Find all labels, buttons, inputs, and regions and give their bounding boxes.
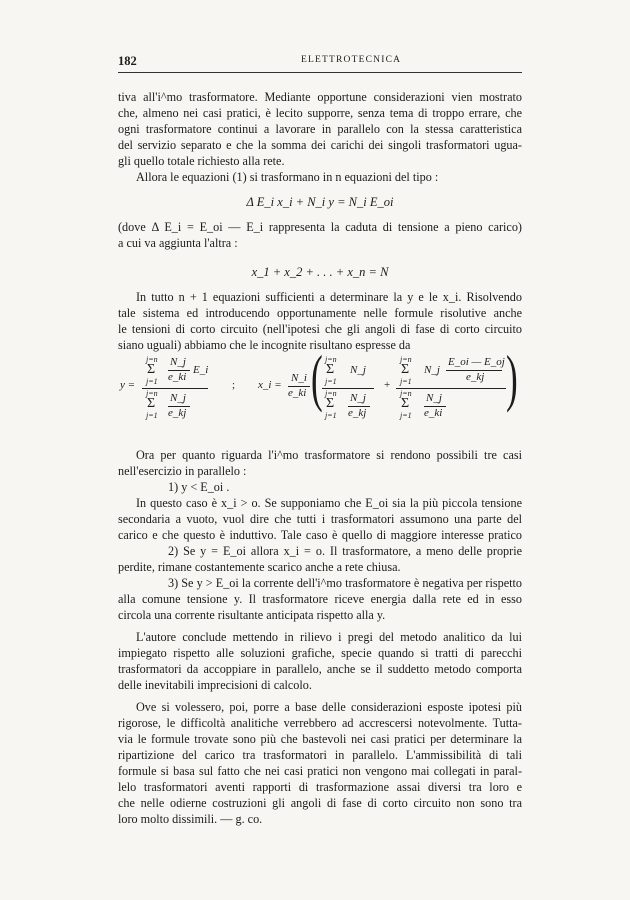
eki-denominator: e_ki [288,387,307,399]
eki-denominator: e_ki [424,407,443,419]
text-line: perdite, rimane costantemente scarico anche a rete chiusa. [118,560,401,574]
nj-numerator: N_j [350,392,366,404]
text-line: che nelle odierne costruzioni gli angoli di fase di corto circuito non sono tra [118,796,522,810]
text-line: circola una corrente risultante anticipata rispetto alla y. [118,608,386,622]
separator: ; [232,379,236,391]
sigma-symbol: Σ [147,362,156,377]
nj-term: N_j [350,364,366,376]
sum-upper: j=n [325,389,337,398]
text-line: Ora per quanto riguarda l'i^mo trasformatore si rendono possibili tre casi [136,448,522,462]
sum-lower: j=1 [325,411,337,420]
sigma-symbol: Σ [326,362,335,377]
eki-denominator: e_ki [168,371,187,383]
case-3: 3) Se y > E_oi la corrente dell'i^mo trasformatore è negativa per rispetto [168,576,522,590]
text-line: ogni trasformatore continui a lavorare in parallelo con la stessa caratteristica [118,122,522,136]
equation-2: x_1 + x_2 + . . . + x_n = N [251,265,389,279]
text-line: trasformatori da accoppiare in parallelo, anche se il suddetto metodo comporta [118,662,522,676]
text-line: L'autore conclude mettendo in rilievo i pregi del metodo analitico da lui [136,630,522,644]
text-line: loro molto dissimili. — g. co. [118,812,263,826]
sum-upper: j=n [400,389,412,398]
text-line: a cui va aggiunta l'altra : [118,236,238,250]
sum-upper: j=n [146,389,158,398]
text-line: impiegato rispetto alle soluzioni grafiche, specie quando si tratti di parecchi [118,646,522,660]
text-line: secondaria a vuoto, vuol dire che tutti i trasformatori assumono una parte del [118,512,522,526]
text-line: via le formule trovate sono più che bastevoli nei casi pratici per determinare la [118,732,522,746]
sum-lower: j=1 [400,411,412,420]
sum-upper: j=n [400,355,412,364]
text-line: (dove Δ E_i = E_oi — E_i rappresenta la caduta di tensione a pieno carico) [118,220,522,234]
case-2: 2) Se y = E_oi allora x_i = o. Il trasformatore, a meno delle proprie [168,544,522,558]
text-line: delle inevitabili imprecisioni di calcolo. [118,678,312,692]
sigma-symbol: Σ [326,396,335,411]
text-line: le tensioni di corto circuito (nell'ipotesi che gli angoli di fase di corto circuito [118,322,522,336]
text-line: lelo trasformatori aventi rapporti di trasformazione assai diversi tra loro e [118,780,522,794]
text-line: tale sistema ed introducendo opportunamente nelle formule risolutive anche [118,306,522,320]
text-line: alla comune tensione y. Il trasformatore riceve energia dalla rete ed in esso [118,592,522,606]
sum-upper: j=n [146,355,158,364]
ni-numerator: N_i [291,372,307,384]
nj-numerator: N_j [426,392,442,404]
text-line: del servizio separato e che la somma dei carichi dei singoli trasformatori ugua- [118,138,522,152]
sigma-symbol: Σ [401,362,410,377]
sum-lower: j=1 [325,377,337,386]
sum-lower: j=1 [146,411,158,420]
page-number: 182 [118,54,137,68]
xi-equals: x_i = [258,379,282,391]
ekj-denominator: e_kj [348,407,367,419]
eoi-eoj-numerator: E_oi — E_oj [448,356,505,368]
text-line: ripartizione del carico tra trasformatori in parallelo. L'ammissibilità di tali [118,748,522,762]
nj-numerator: N_j [170,356,186,368]
main-fraction-bar [396,388,506,389]
case-1: 1) y < E_oi . [168,480,230,494]
nj-term: N_j [424,364,440,376]
running-title: ELETTROTECNICA [301,55,402,65]
text-line: carico e che questo è induttivo. Tale caso è quello di maggiore interesse pratico [118,528,522,542]
plus-sign: + [384,379,391,391]
sum-upper: j=n [325,355,337,364]
text-line: che, almeno nei casi pratici, è lecito supporre, senza tema di troppo errare, che [118,106,522,120]
sum-lower: j=1 [400,377,412,386]
text-line: formule si basa sul fatto che nei casi pratici non vengono mai collegati in paral- [118,764,522,778]
sigma-symbol: Σ [147,396,156,411]
right-paren: ) [506,342,518,413]
ei-factor: E_i [193,364,209,376]
left-paren: ( [311,342,323,413]
equation-1: Δ E_i x_i + N_i y = N_i E_oi [246,195,394,209]
text-line: Ove si volessero, poi, porre a base delle considerazioni esposte ipotesi più [136,700,522,714]
text-line: gli quello totale richiesto alla rete. [118,154,285,168]
text-line: tiva all'i^mo trasformatore. Mediante opportune considerazioni vien mostrato [118,90,522,104]
text-line: In questo caso è x_i > o. Se supponiamo che E_oi sia la più piccola tensione [136,496,522,510]
sigma-symbol: Σ [401,396,410,411]
sum-lower: j=1 [146,377,158,386]
text-line: In tutto n + 1 equazioni sufficienti a determinare la y e le x_i. Risolvendo [136,290,522,304]
nj-numerator: N_j [170,392,186,404]
text-line: siano uguali) abbiamo che le incognite risultano espresse da [118,338,411,352]
text-line: Allora le equazioni (1) si trasformano in n equazioni del tipo : [136,170,439,184]
ekj-denominator: e_kj [466,371,485,383]
ekj-denominator: e_kj [168,407,187,419]
y-equals: y = [120,379,136,391]
text-line: nell'esercizio in parallelo : [118,464,247,478]
text-line: rigorose, le difficoltà analitiche verrebbero ad accrescersi notevolmente. Tutta- [118,716,522,730]
